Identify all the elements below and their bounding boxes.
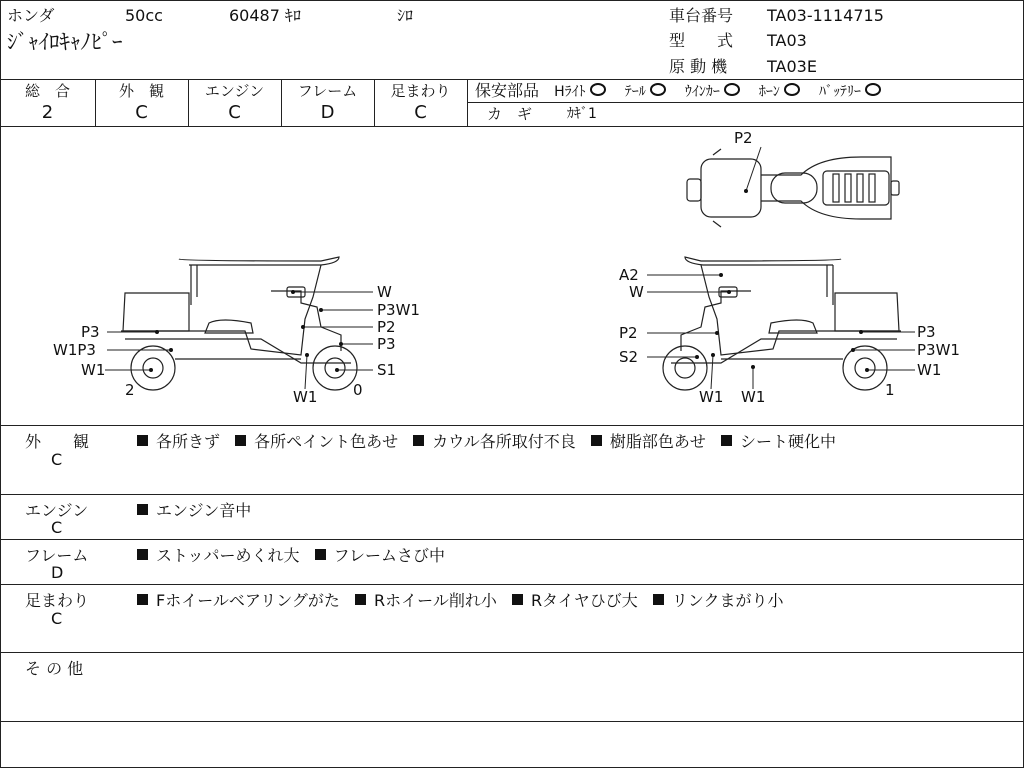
label-right-side: W1 — [699, 388, 724, 406]
ok-circle-icon — [650, 83, 666, 96]
bullet-square-icon — [591, 435, 602, 446]
label-left-side: W1 — [293, 388, 318, 406]
label-right: 1 — [885, 381, 895, 399]
bullet-square-icon — [653, 594, 664, 605]
bullet-square-icon — [413, 435, 424, 446]
safety-item-tail: ﾃｰﾙ — [624, 84, 646, 100]
section-title: フレーム — [25, 546, 89, 565]
ok-circle-icon — [724, 83, 740, 96]
scooter-diagram — [1, 127, 1023, 425]
section-items — [137, 543, 455, 566]
grade-suspension-value: C — [414, 102, 427, 123]
list-item: Rホイール削れ小 — [374, 591, 497, 610]
section-items — [137, 498, 261, 521]
label-right-side: W1 — [741, 388, 766, 406]
label-right-side: A2 — [619, 266, 639, 284]
list-item: エンジン音中 — [156, 501, 252, 520]
key-label: カ ギ — [487, 105, 533, 123]
section-grade: C — [51, 518, 63, 537]
ok-circle-icon — [590, 83, 606, 96]
grade-exterior-value: C — [135, 102, 148, 123]
list-item: Rタイヤひび大 — [530, 591, 638, 610]
list-item: 各所ペイント色あせ — [254, 432, 399, 451]
grade-frame-value: D — [320, 102, 335, 123]
grade-suspension-label: 足まわり — [390, 82, 451, 100]
section-title: 足まわり — [25, 591, 90, 610]
mileage: 60487 ｷﾛ — [229, 6, 301, 25]
section-title: そ の 他 — [25, 659, 84, 678]
divider — [1, 652, 1023, 653]
safety-item-winker: ｳｲﾝｶｰ — [684, 84, 720, 100]
divider — [467, 102, 1023, 103]
label-left-side: S1 — [377, 361, 397, 379]
safety-item-headlight: Hﾗｲﾄ — [554, 84, 586, 100]
divider — [1, 539, 1023, 540]
safety-item-battery: ﾊﾞｯﾃﾘｰ — [819, 84, 862, 100]
grade-engine-value: C — [228, 102, 241, 123]
bullet-square-icon — [355, 594, 366, 605]
label-left-side: P3W1 — [377, 301, 420, 319]
divider — [1, 425, 1023, 426]
grade-overall-value: 2 — [41, 102, 54, 123]
color: ｼﾛ — [397, 6, 414, 25]
label-left: W1P3 — [53, 341, 96, 359]
bullet-square-icon — [137, 435, 148, 446]
label-left: 2 — [125, 381, 135, 399]
grade-frame-label: フレーム — [297, 82, 358, 100]
label-right: P3 — [917, 323, 936, 341]
section-title: エンジン — [25, 501, 89, 520]
grade-exterior-label: 外 観 — [118, 82, 164, 100]
list-item: ストッパーめくれ大 — [156, 546, 300, 565]
chassis-label: 車台番号 — [669, 6, 734, 25]
label-right: W1 — [917, 361, 942, 379]
maker: ホンダ — [7, 6, 55, 25]
divider — [1, 494, 1023, 495]
safety-row — [475, 81, 895, 102]
list-item: カウル各所取付不良 — [432, 432, 576, 451]
divider — [1, 584, 1023, 585]
list-item: フレームさび中 — [333, 546, 445, 565]
bullet-square-icon — [137, 594, 148, 605]
engine-label: 原 動 機 — [669, 57, 728, 76]
label-left: P3 — [81, 323, 100, 341]
left-side-outline — [121, 257, 357, 390]
bullet-square-icon — [137, 504, 148, 515]
grade-engine-label: エンジン — [204, 82, 265, 100]
label-left-side: 0 — [353, 381, 363, 399]
top-view-outline — [687, 149, 899, 227]
engine-value: TA03E — [767, 57, 817, 76]
label-right-side: P2 — [619, 324, 638, 342]
section-grade: C — [51, 450, 63, 469]
divider — [467, 79, 468, 126]
bullet-square-icon — [721, 435, 732, 446]
displacement: 50cc — [125, 6, 163, 25]
type-value: TA03 — [767, 31, 807, 50]
label-right-side: S2 — [619, 348, 639, 366]
label-left-side: P2 — [377, 318, 396, 336]
grade-overall-label: 総 合 — [24, 82, 70, 100]
section-items — [137, 588, 794, 611]
label-right: P3W1 — [917, 341, 960, 359]
list-item: Fホイールベアリングがた — [156, 591, 340, 610]
ok-circle-icon — [784, 83, 800, 96]
bullet-square-icon — [512, 594, 523, 605]
ok-circle-icon — [865, 83, 881, 96]
list-item: シート硬化中 — [739, 432, 836, 451]
divider — [1, 721, 1023, 722]
label-left-side: W — [377, 283, 392, 301]
bullet-square-icon — [235, 435, 246, 446]
label-right-side: W — [629, 283, 644, 301]
label-left: W1 — [81, 361, 106, 379]
section-grade: C — [51, 609, 63, 628]
bullet-square-icon — [137, 549, 148, 560]
label-left-side: P3 — [377, 335, 396, 353]
label-top: P2 — [734, 129, 753, 147]
list-item: 各所きず — [156, 432, 221, 451]
list-item: リンクまがり小 — [671, 591, 784, 610]
section-title: 外 観 — [25, 432, 90, 451]
model-name: ｼﾞｬｲﾛｷｬﾉﾋﾟｰ — [7, 30, 123, 54]
key-value: ｶｷﾞ1 — [567, 106, 597, 122]
section-grade: D — [51, 563, 64, 582]
section-items — [137, 429, 846, 452]
safety-item-horn: ﾎｰﾝ — [758, 84, 780, 100]
safety-label: 保安部品 — [475, 81, 540, 100]
bullet-square-icon — [315, 549, 326, 560]
list-item: 樹脂部色あせ — [609, 432, 706, 451]
type-label: 型 式 — [669, 31, 734, 50]
chassis-value: TA03-1114715 — [767, 6, 884, 25]
